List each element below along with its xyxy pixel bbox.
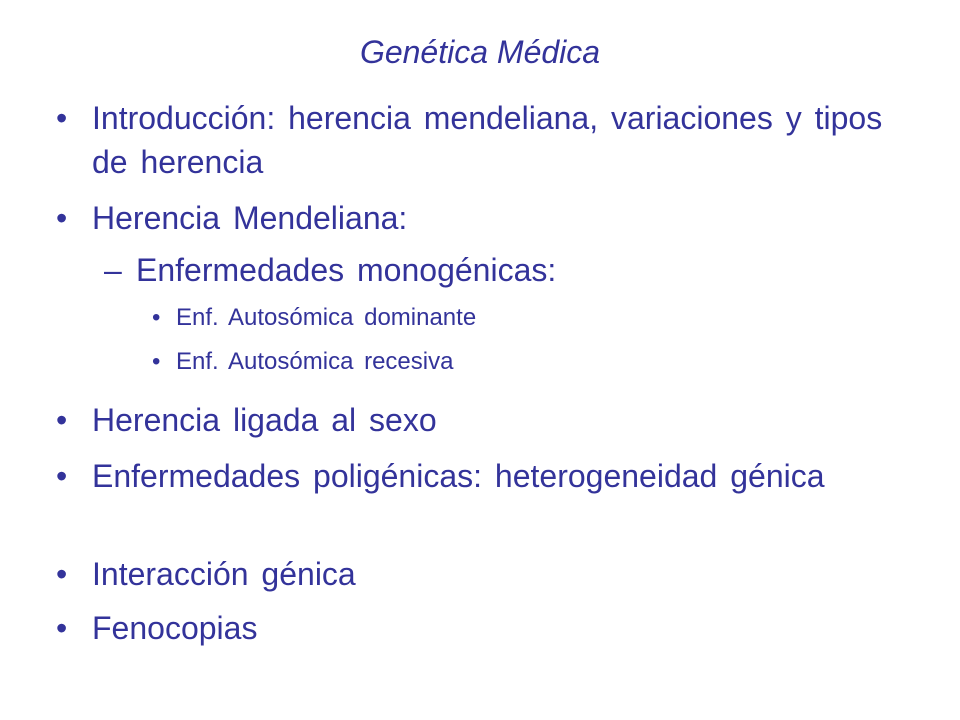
bullet-item-poligenicas xyxy=(56,454,886,498)
bullet-item-ligada-sexo xyxy=(56,398,886,442)
bullet-text: Herencia ligada al sexo xyxy=(92,402,437,438)
bullet-text: Enfermedades monogénicas: xyxy=(136,252,557,288)
bullet-text: Herencia Mendeliana: xyxy=(92,200,408,236)
bullet-dot: • xyxy=(56,200,68,236)
subsubbullet-item-dominante xyxy=(152,302,852,334)
bullet-item-interaccion xyxy=(56,552,886,596)
bullet-item-herencia-mendeliana xyxy=(56,196,886,240)
bullet-text: Fenocopias xyxy=(92,610,258,646)
bullet-dot: • xyxy=(56,100,68,136)
bullet-dot: • xyxy=(56,458,68,494)
subbullet-item-monogenicas xyxy=(104,248,864,292)
bullet-dot: • xyxy=(152,304,161,331)
bullet-text: Enf. Autosómica recesiva xyxy=(176,348,454,375)
bullet-dot: • xyxy=(152,348,161,375)
bullet-text: Enf. Autosómica dominante xyxy=(176,304,477,331)
slide-title: Genética Médica xyxy=(359,34,601,70)
subsubbullet-item-recesiva xyxy=(152,346,852,378)
bullet-dash: – xyxy=(104,252,122,288)
bullet-text: Introducción: herencia mendeliana, variaciones y tipos de herencia xyxy=(92,100,883,180)
bullet-item-introduccion xyxy=(56,96,886,184)
bullet-dot: • xyxy=(56,556,68,592)
bullet-item-fenocopias xyxy=(56,606,886,650)
bullet-text: Enfermedades poligénicas: heterogeneidad génica xyxy=(92,458,825,494)
bullet-text: Interacción génica xyxy=(92,556,356,592)
bullet-dot: • xyxy=(56,610,68,646)
bullet-dot: • xyxy=(56,402,68,438)
